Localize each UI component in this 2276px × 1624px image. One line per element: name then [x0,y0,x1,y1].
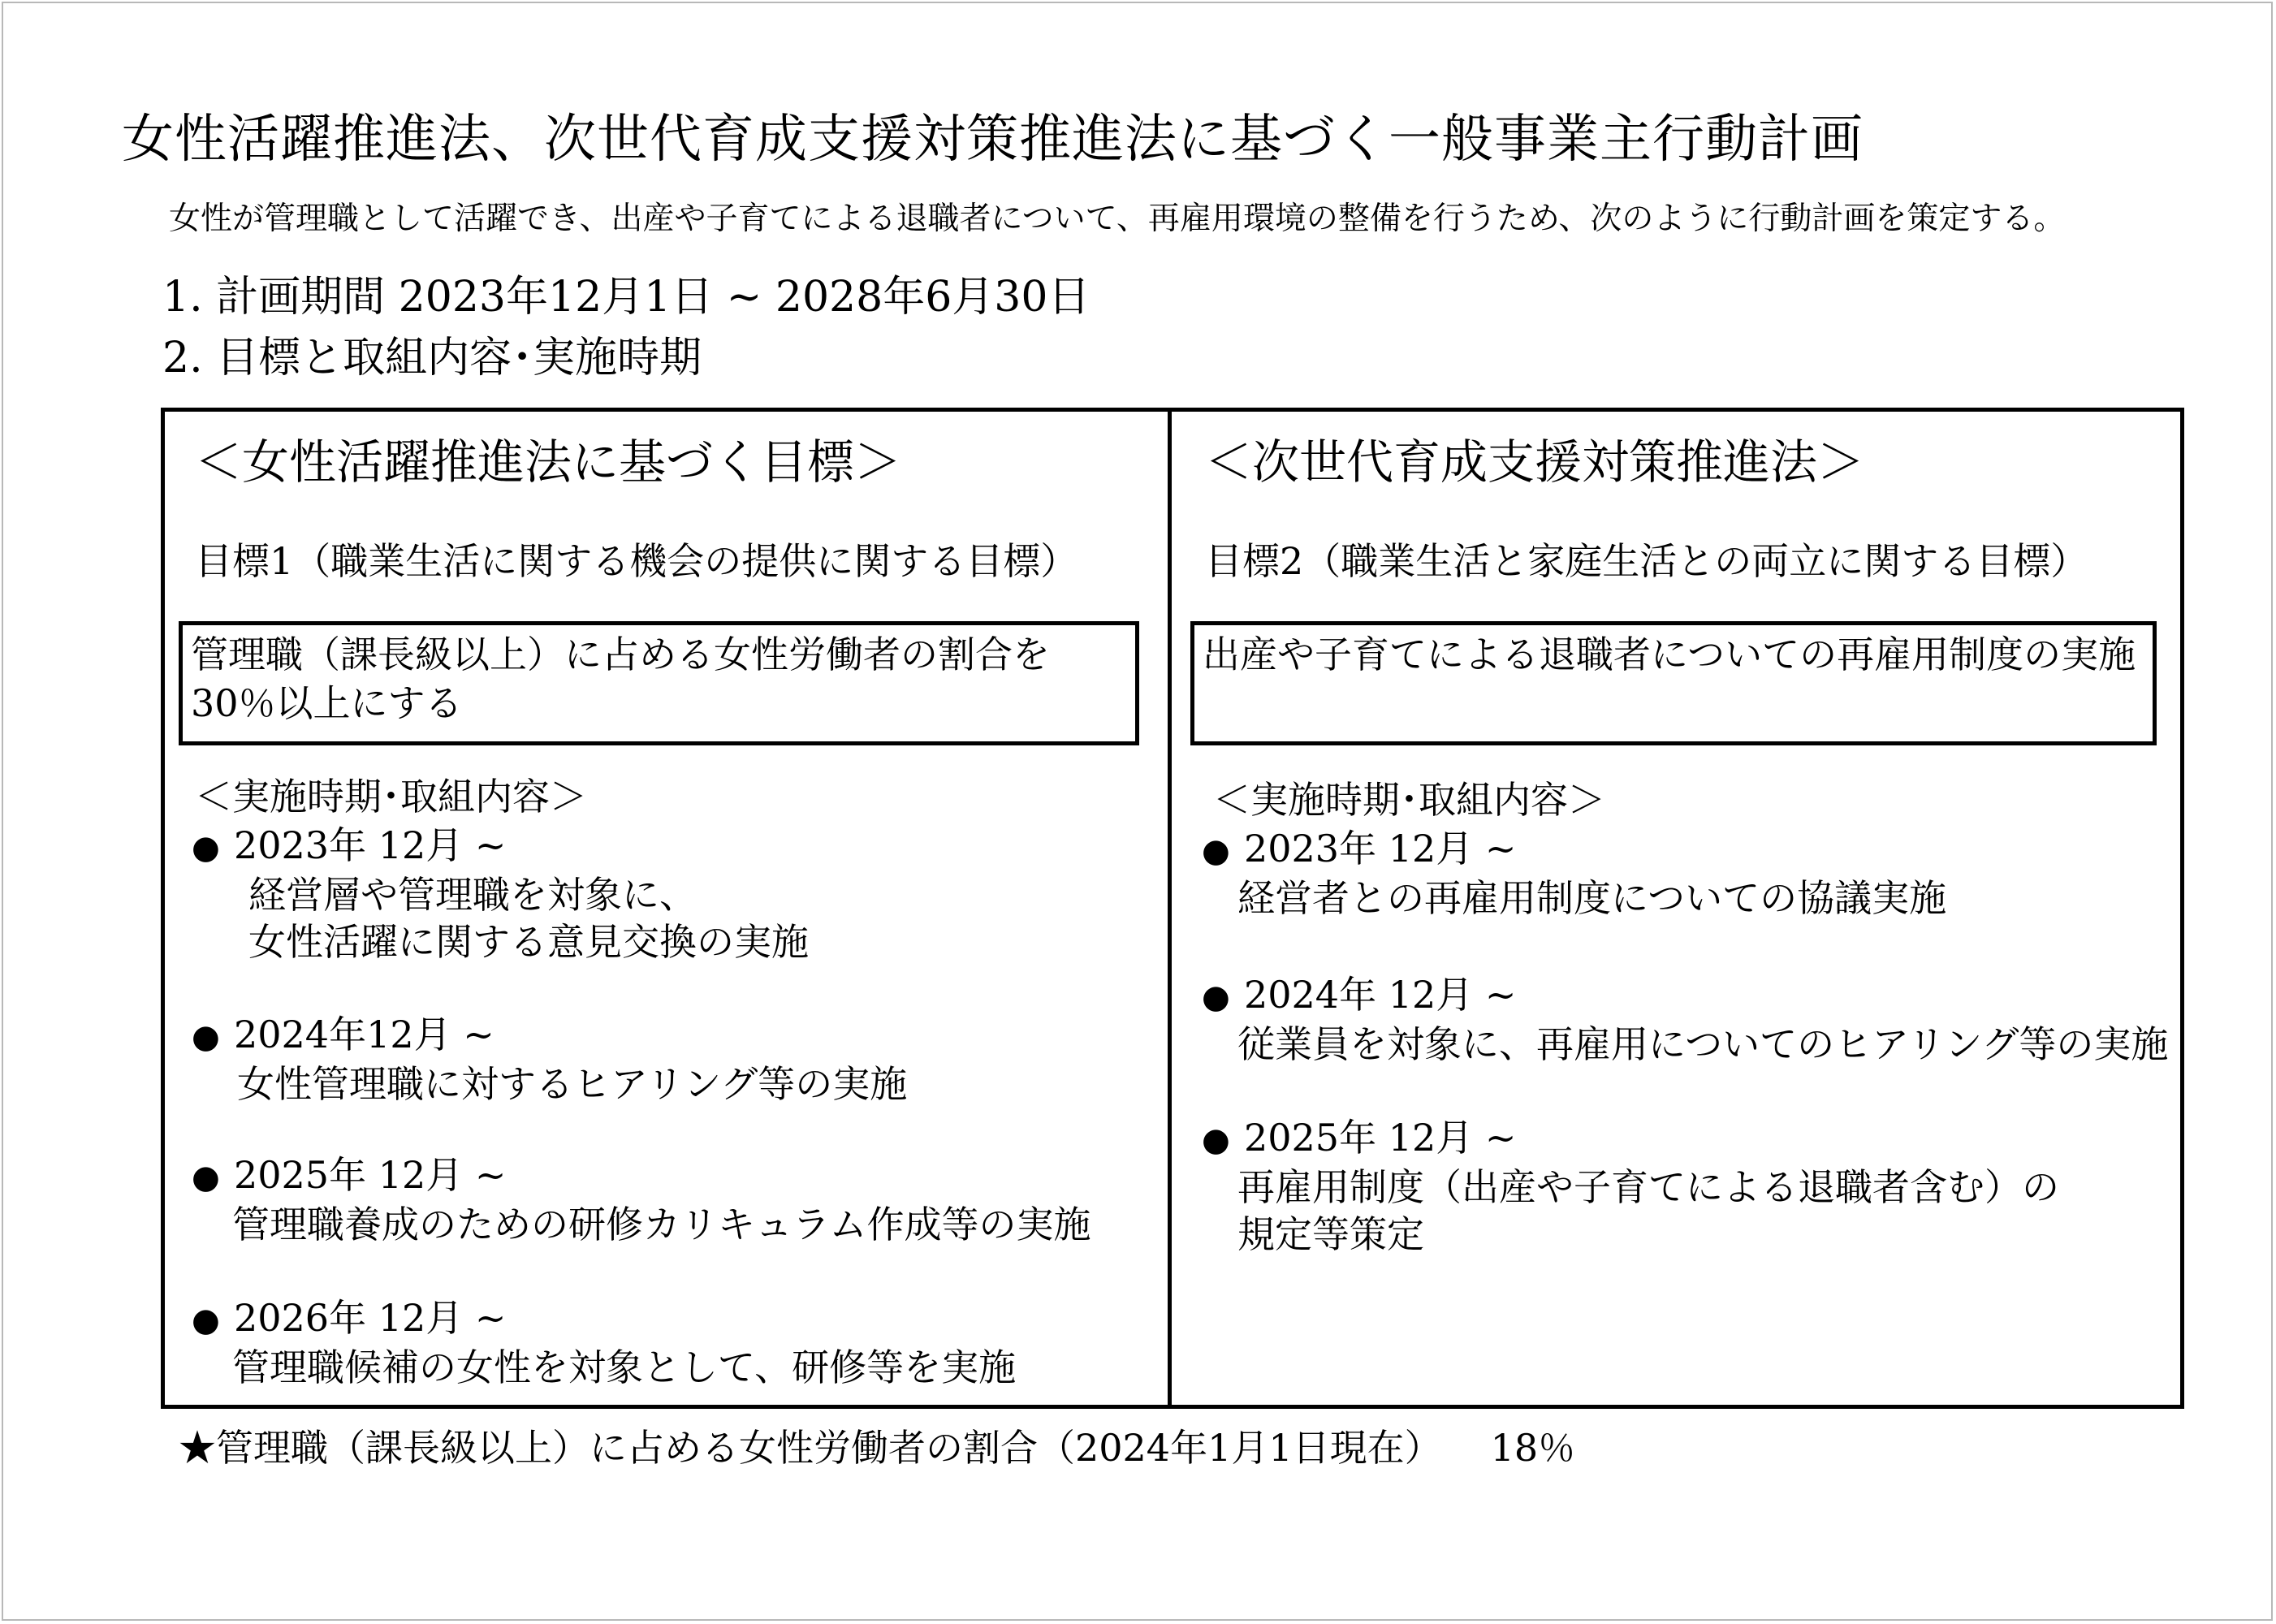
goal2-line: 出産や子育てによる退職者についての再雇用制度の実施 [1203,633,2136,676]
item-date: 2025年 12月 ~ [234,1153,507,1197]
right-schedule-item [1202,971,2168,1068]
right-schedule-item [1202,825,1946,922]
item-date: 2024年12月 ~ [234,1013,495,1056]
item-text: 女性管理職に対するヒアリング等の実施 [237,1062,908,1106]
goal1-label: 目標1（職業生活に関する機会の提供に関する目標） [195,539,1078,583]
goal1-line: 管理職（課長級以上）に占める女性労働者の割合を [191,633,1050,676]
bullet: ● [1202,978,1230,1016]
bullet: ● [192,1159,220,1196]
ratio-note-label: ★管理職（課長級以上）に占める女性労働者の割合（2024年1月1日現在） [179,1426,1442,1470]
goal1-box [179,621,1139,745]
intro-text: 女性が管理職として活躍でき、出産や子育てによる退職者について、再雇用環境の整備を行うため、次のように行動計画を策定する。 [169,201,2066,237]
column-divider [1168,408,1172,1409]
left-schedule-item [192,822,809,965]
item-text: 従業員を対象に、再雇用についてのヒアリング等の実施 [1237,1022,2169,1066]
left-schedule-item [192,1011,907,1108]
right-schedule-heading: ＜実施時期･取組内容＞ [1213,778,1605,822]
plan-period: 1. 計画期間 2023年12月1日 ~ 2028年6月30日 [162,273,1090,322]
bullet: ● [192,829,220,866]
item-text: 再雇用制度（出産や子育てによる退職者含む）の [1237,1165,2059,1209]
item-text: 女性活躍に関する意見交換の実施 [248,920,809,964]
left-schedule-item [192,1151,1091,1248]
ratio-value: 18％ [1490,1426,1576,1470]
item-date: 2023年 12月 ~ [1244,827,1517,870]
item-date: 2025年 12月 ~ [1244,1116,1517,1160]
goals-section-heading: 2. 目標と取組内容･実施時期 [162,334,702,382]
goal2-box [1190,621,2157,745]
ratio-note [179,1426,1576,1470]
goal1-line: 30％以上にする [191,681,463,725]
right-schedule-item [1202,1114,2059,1258]
item-text: 規定等策定 [1237,1212,1424,1256]
right-column-heading: ＜次世代育成支援対策推進法＞ [1205,434,1865,490]
bullet: ● [1202,1121,1230,1159]
item-text: 管理職候補の女性を対象として、研修等を実施 [232,1345,1017,1389]
item-text: 管理職養成のための研修カリキュラム作成等の実施 [232,1203,1091,1246]
bullet: ● [192,1302,220,1339]
left-schedule-heading: ＜実施時期･取組内容＞ [195,775,587,818]
bullet: ● [1202,832,1230,870]
item-date: 2023年 12月 ~ [234,823,507,867]
item-date: 2024年 12月 ~ [1244,973,1517,1017]
goal2-label: 目標2（職業生活と家庭生活との両立に関する目標） [1205,539,2088,583]
document-title: 女性活躍推進法、次世代育成支援対策推進法に基づく一般事業主行動計画 [122,110,1864,170]
bullet: ● [192,1018,220,1056]
item-text: 経営層や管理職を対象に、 [248,873,697,917]
left-schedule-item [192,1294,1016,1391]
item-text: 経営者との再雇用制度についての協議実施 [1237,876,1947,920]
item-date: 2026年 12月 ~ [234,1296,507,1340]
left-column-heading: ＜女性活躍推進法に基づく目標＞ [195,434,902,490]
